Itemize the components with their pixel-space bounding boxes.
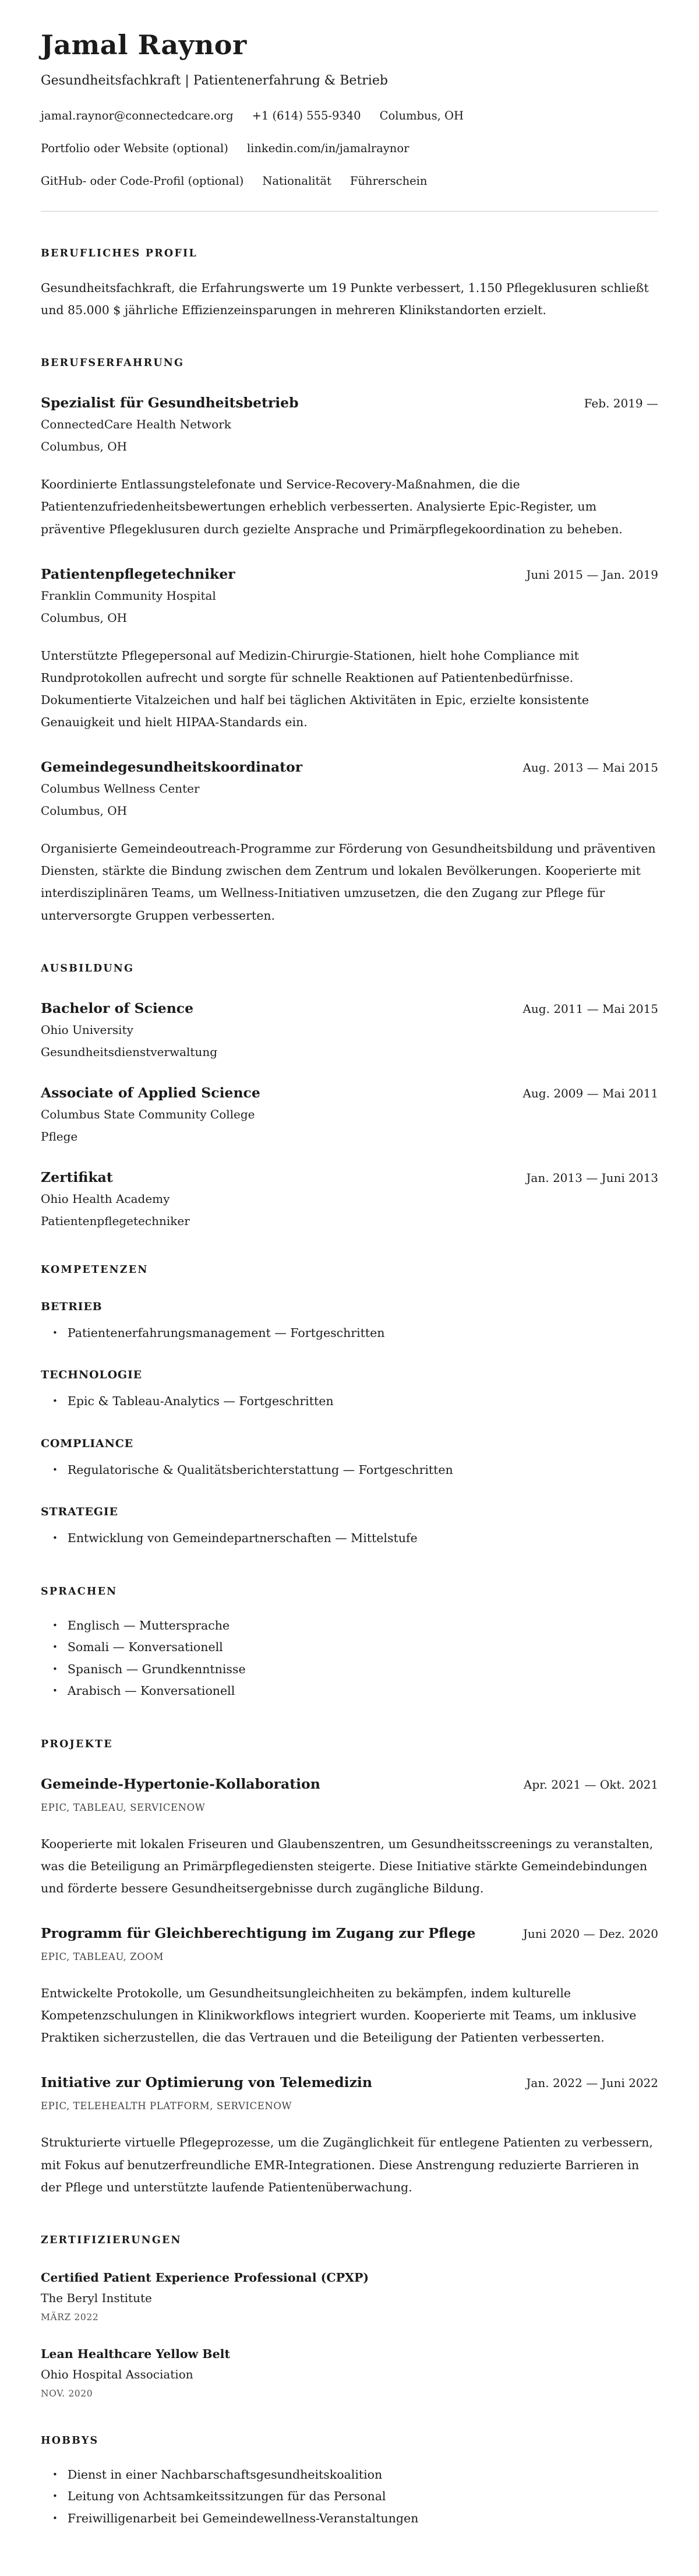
headline: Gesundheitsfachkraft | Patientenerfahrung & Betrieb bbox=[41, 73, 388, 88]
education-header bbox=[41, 1085, 658, 1101]
job-dates: Juni 2015 — Jan. 2019 bbox=[526, 567, 658, 582]
project-dates: Jan. 2022 — Juni 2022 bbox=[526, 2076, 658, 2091]
section-profile bbox=[41, 248, 658, 321]
language-item bbox=[41, 1680, 658, 1702]
project-description: Strukturierte virtuelle Pflegeprozesse, um die Zugänglichkeit für entlegene Patienten zu verbessern, mit Fokus auf benutzerfreundliche EMR-Integrationen. Diese Anstrengung reduzierte Barrieren in der Pflege und unterstützte laufende Patientenüberwachung. bbox=[41, 2135, 653, 2194]
skill-category: COMPLIANCE bbox=[41, 1437, 133, 1450]
project-dates: Apr. 2021 — Okt. 2021 bbox=[523, 1777, 658, 1792]
language-item-text: Englisch — Muttersprache bbox=[67, 1618, 230, 1632]
section-heading-certifications: ZERTIFIZIERUNGEN bbox=[41, 2234, 182, 2246]
resume-header bbox=[41, 29, 658, 212]
job-entry bbox=[41, 566, 658, 734]
section-heading-projects: PROJEKTE bbox=[41, 1738, 113, 1750]
section-heading-languages: SPRACHEN bbox=[41, 1585, 118, 1597]
bullet-icon: • bbox=[52, 2491, 58, 2502]
education-field: Gesundheitsdienstverwaltung bbox=[41, 1044, 218, 1059]
language-item-text: Somali — Konversationell bbox=[67, 1640, 223, 1655]
linkedin-text: linkedin.com/in/jamalraynor bbox=[246, 142, 409, 155]
skill-list bbox=[41, 1528, 658, 1550]
education-degree: Associate of Applied Science bbox=[41, 1084, 260, 1101]
section-heading-experience: BERUFSERFAHRUNG bbox=[41, 357, 185, 369]
job-entry bbox=[41, 759, 658, 927]
education-degree: Bachelor of Science bbox=[41, 1000, 194, 1016]
education-degree: Zertifikat bbox=[41, 1169, 113, 1185]
project-title: Initiative zur Optimierung von Telemedizin bbox=[41, 2074, 372, 2091]
project-tools: EPIC, TELEHEALTH PLATFORM, SERVICENOW bbox=[41, 2100, 292, 2112]
header-divider bbox=[41, 211, 658, 212]
skill-group bbox=[41, 1368, 658, 1413]
section-heading-profile: BERUFLICHES PROFIL bbox=[41, 248, 197, 259]
project-header bbox=[41, 1925, 658, 1941]
job-header bbox=[41, 566, 658, 582]
project-entry bbox=[41, 2074, 658, 2198]
job-company: Franklin Community Hospital bbox=[41, 588, 216, 603]
job-title: Gemeindegesundheitskoordinator bbox=[41, 759, 303, 776]
job-description: Koordinierte Entlassungstelefonate und Service-Recovery-Maßnahmen, die die Patientenzufriedenheitsbewertungen erheblich verbesserten. Analysierte Epic-Register, um präventive Pflegeklusuren durch gezielte Ansprache und Primärpflegekoordination zu beheben. bbox=[41, 477, 623, 536]
education-entry bbox=[41, 1169, 658, 1228]
bullet-icon: • bbox=[52, 1327, 58, 1338]
section-education bbox=[41, 963, 658, 1228]
skill-item bbox=[41, 1391, 658, 1413]
portfolio-text: Portfolio oder Website (optional) bbox=[41, 142, 228, 155]
skill-category: TECHNOLOGIE bbox=[41, 1368, 142, 1382]
project-description: Entwickelte Protokolle, um Gesundheitsungleichheiten zu bekämpfen, indem kulturelle Kompetenzschulungen in Klinikworkflows integriert wurden. Kooperierte mit Teams, um inklusive Praktiken sicherzustellen, die das Vertrauen und die Beteiligung der Patienten verbesserten. bbox=[41, 1986, 637, 2045]
hobby-item bbox=[41, 2486, 658, 2508]
hobby-list bbox=[41, 2464, 658, 2530]
job-description: Organisierte Gemeindeoutreach-Programme zur Förderung von Gesundheitsbildung und präventiven Diensten, stärkte die Bindung zwischen dem Zentrum und lokalen Bevölkerungen. Kooperierte mit interdisziplinären Teams, um Wellness-Initiativen umzusetzen, die den Zugang zur Pflege für unterversorgte Gruppen verbesserten. bbox=[41, 842, 656, 923]
contact-row-1 bbox=[41, 109, 658, 122]
email-text: jamal.raynor@connectedcare.org bbox=[41, 109, 234, 122]
github-text: GitHub- oder Code-Profil (optional) bbox=[41, 174, 244, 188]
certification-entry bbox=[41, 2347, 658, 2399]
education-school: Ohio University bbox=[41, 1022, 133, 1037]
certification-issuer: Ohio Hospital Association bbox=[41, 2367, 193, 2381]
education-entry bbox=[41, 1000, 658, 1059]
job-location: Columbus, OH bbox=[41, 804, 128, 818]
project-tools: EPIC, TABLEAU, SERVICENOW bbox=[41, 1801, 206, 1813]
contact-row-2 bbox=[41, 142, 658, 155]
section-certifications bbox=[41, 2234, 658, 2399]
language-item-text: Arabisch — Konversationell bbox=[67, 1684, 235, 1698]
education-dates: Aug. 2009 — Mai 2011 bbox=[523, 1086, 658, 1100]
section-languages bbox=[41, 1586, 658, 1702]
project-header bbox=[41, 1776, 658, 1792]
project-entry bbox=[41, 1776, 658, 1899]
section-heading-education: AUSBILDUNG bbox=[41, 962, 135, 974]
hobby-item-text: Leitung von Achtsamkeitssitzungen für das Personal bbox=[67, 2489, 386, 2504]
skill-item-text: Regulatorische & Qualitätsberichterstattung — Fortgeschritten bbox=[67, 1462, 453, 1477]
job-header bbox=[41, 395, 658, 411]
certification-date: NOV. 2020 bbox=[41, 2388, 93, 2399]
skill-category: STRATEGIE bbox=[41, 1505, 118, 1519]
skill-item bbox=[41, 1459, 658, 1481]
education-entry bbox=[41, 1085, 658, 1143]
job-dates: Feb. 2019 — bbox=[584, 396, 658, 411]
bullet-icon: • bbox=[52, 1464, 58, 1475]
job-location: Columbus, OH bbox=[41, 439, 128, 454]
skill-group bbox=[41, 1437, 658, 1481]
certification-name: Certified Patient Experience Professional (CPXP) bbox=[41, 2270, 369, 2285]
project-entry bbox=[41, 1925, 658, 2049]
language-list bbox=[41, 1615, 658, 1702]
project-description: Kooperierte mit lokalen Friseuren und Glaubenszentren, um Gesundheitsscreenings zu veranstalten, was die Beteiligung an Primärpflegediensten steigerte. Diese Initiative stärkte Gemeindebindungen und förderte bessere Gesundheitsergebnisse durch zugängliche Bildung. bbox=[41, 1836, 654, 1895]
project-dates: Juni 2020 — Dez. 2020 bbox=[523, 1927, 658, 1941]
job-header bbox=[41, 759, 658, 775]
hobby-item bbox=[41, 2464, 658, 2486]
skill-item-text: Entwicklung von Gemeindepartnerschaften — Mittelstufe bbox=[67, 1531, 418, 1546]
language-item-text: Spanisch — Grundkenntnisse bbox=[67, 1662, 246, 1676]
bullet-icon: • bbox=[52, 2469, 58, 2480]
license-text: Führerschein bbox=[350, 174, 428, 188]
page-title: Jamal Raynor bbox=[41, 29, 247, 61]
hobby-item-text: Freiwilligenarbeit bei Gemeindewellness-Veranstaltungen bbox=[67, 2511, 419, 2525]
education-header bbox=[41, 1000, 658, 1016]
bullet-icon: • bbox=[52, 2512, 58, 2524]
job-dates: Aug. 2013 — Mai 2015 bbox=[523, 761, 658, 775]
section-heading-skills: KOMPETENZEN bbox=[41, 1264, 149, 1276]
skill-list bbox=[41, 1322, 658, 1345]
education-school: Columbus State Community College bbox=[41, 1107, 255, 1121]
certification-issuer: The Beryl Institute bbox=[41, 2290, 152, 2305]
nationality-text: Nationalität bbox=[262, 174, 331, 188]
job-location: Columbus, OH bbox=[41, 610, 128, 625]
skill-item-text: Epic & Tableau-Analytics — Fortgeschritten bbox=[67, 1394, 334, 1409]
education-school: Ohio Health Academy bbox=[41, 1191, 170, 1206]
contact-row-3 bbox=[41, 174, 658, 188]
project-title: Gemeinde-Hypertonie-Kollaboration bbox=[41, 1775, 320, 1792]
hobby-item-text: Dienst in einer Nachbarschaftsgesundheitskoalition bbox=[67, 2467, 383, 2482]
certification-entry bbox=[41, 2271, 658, 2322]
skill-item bbox=[41, 1322, 658, 1345]
education-header bbox=[41, 1169, 658, 1185]
language-item bbox=[41, 1659, 658, 1681]
section-heading-hobbies: HOBBYS bbox=[41, 2434, 99, 2447]
location-text: Columbus, OH bbox=[379, 109, 464, 122]
project-tools: EPIC, TABLEAU, ZOOM bbox=[41, 1951, 164, 1962]
certification-date: MÄRZ 2022 bbox=[41, 2311, 99, 2322]
bullet-icon: • bbox=[52, 1620, 58, 1631]
skill-item bbox=[41, 1528, 658, 1550]
education-dates: Aug. 2011 — Mai 2015 bbox=[523, 1001, 658, 1016]
certification-name: Lean Healthcare Yellow Belt bbox=[41, 2346, 230, 2361]
job-description: Unterstützte Pflegepersonal auf Medizin-Chirurgie-Stationen, hielt hohe Compliance mit Rundprotokollen aufrecht und sorgte für schnelle Reaktionen auf Patientenbedürfnisse. Dokumentierte Vitalzeichen und half bei täglichen Aktivitäten in Epic, erzielte konsistente Genauigkeit und hielt HIPAA-Standards ein. bbox=[41, 648, 589, 729]
section-skills bbox=[41, 1264, 658, 1550]
bullet-icon: • bbox=[52, 1663, 58, 1674]
job-company: Columbus Wellness Center bbox=[41, 782, 200, 796]
language-item bbox=[41, 1615, 658, 1637]
job-entry bbox=[41, 395, 658, 540]
language-item bbox=[41, 1637, 658, 1659]
skill-list bbox=[41, 1391, 658, 1413]
job-title: Patientenpflegetechniker bbox=[41, 565, 235, 582]
education-field: Pflege bbox=[41, 1129, 78, 1143]
bullet-icon: • bbox=[52, 1642, 58, 1653]
phone-text: +1 (614) 555-9340 bbox=[252, 109, 361, 122]
education-field: Patientenpflegetechniker bbox=[41, 1213, 190, 1228]
bullet-icon: • bbox=[52, 1533, 58, 1544]
hobby-item bbox=[41, 2508, 658, 2530]
skill-group bbox=[41, 1300, 658, 1345]
skill-item-text: Patientenerfahrungsmanagement — Fortgeschritten bbox=[67, 1325, 385, 1340]
section-hobbies bbox=[41, 2435, 658, 2530]
skill-group bbox=[41, 1505, 658, 1550]
section-projects bbox=[41, 1739, 658, 2198]
job-title: Spezialist für Gesundheitsbetrieb bbox=[41, 395, 299, 411]
bullet-icon: • bbox=[52, 1685, 58, 1697]
project-header bbox=[41, 2074, 658, 2091]
skill-list bbox=[41, 1459, 658, 1481]
skill-category: BETRIEB bbox=[41, 1300, 103, 1313]
profile-summary: Gesundheitsfachkraft, die Erfahrungswerte um 19 Punkte verbessert, 1.150 Pflegeklusuren schließt und 85.000 $ jährliche Effizienzeinsparungen in mehreren Klinikstandorten erzielt. bbox=[41, 281, 649, 318]
project-title: Programm für Gleichberechtigung im Zugang zur Pflege bbox=[41, 1925, 476, 1941]
bullet-icon: • bbox=[52, 1396, 58, 1407]
section-experience bbox=[41, 357, 658, 926]
education-dates: Jan. 2013 — Juni 2013 bbox=[526, 1170, 658, 1185]
job-company: ConnectedCare Health Network bbox=[41, 417, 231, 432]
